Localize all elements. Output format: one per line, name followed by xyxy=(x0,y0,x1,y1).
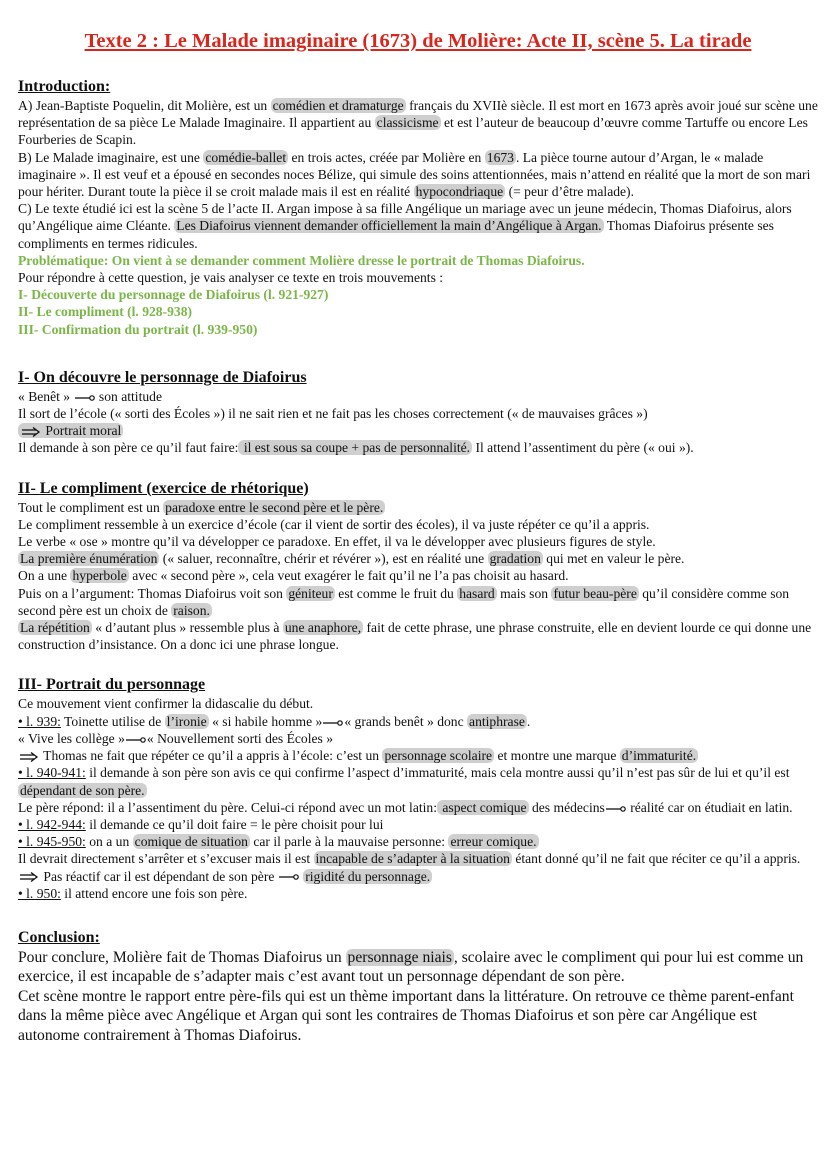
conclusion-heading: Conclusion: xyxy=(18,928,100,946)
conclusion-paragraph-2: Cet scène montre le rapport entre père-fils qui est un thème important dans la littérature. On retrouve ce thème parent-enfant dans la même pièce avec Angélique et Argan qui sont les contraires de Thomas Diafoirus et son père car Angélique est autonome contrairement à Thomas Diafoirus. xyxy=(18,987,794,1044)
part1-line-1: « Benêt » son attitude xyxy=(18,388,162,404)
part2-line-2: Le compliment ressemble à un exercice d’école (car il vient de sortir des écoles), il va juste répéter ce qu’il a appris. xyxy=(18,516,650,532)
plan-item-3: III- Confirmation du portrait (l. 939-950) xyxy=(18,321,258,337)
intro-heading: Introduction: xyxy=(18,78,111,95)
part3-line-1: Ce mouvement vient confirmer la didascalie du début. xyxy=(18,696,314,712)
plan-item-2: II- Le compliment (l. 928-938) xyxy=(18,304,193,320)
arrow-right-icon xyxy=(125,735,147,745)
part3-line-9: Il devrait directement s’arrêter et s’excuser mais il est incapable de s’adapter à la situation étant donné qu’il ne fait que réciter ce qu’il a appris. xyxy=(18,851,801,867)
part3-line-5: • l. 940-941: il demande à son père son avis ce qui confirme l’aspect d’immaturité, mais cela montre aussi qu’il n’est pas sûr de lui et qu’il est dépendant de son père. xyxy=(18,765,790,798)
part1-heading: I- On découvre le personnage de Diafoirus xyxy=(18,368,307,386)
part2-heading: II- Le compliment (exercice de rhétorique) xyxy=(18,479,309,497)
page-title: Texte 2 : Le Malade imaginaire (1673) de Molière: Acte II, scène 5. La tirade xyxy=(84,30,752,52)
part2-line-1: Tout le compliment est un paradoxe entre le second père et le père. xyxy=(18,499,384,515)
part2-line-4: La première énumération (« saluer, reconnaître, chérir et révérer »), est en réalité une gradation qui met en valeur le père. xyxy=(20,551,685,567)
part3-line-10: Pas réactif car il est dépendant de son père rigidité du personnage. xyxy=(18,868,818,885)
arrow-right-icon xyxy=(278,872,300,882)
part2-line-3: Le verbe « ose » montre qu’il va développer ce paradoxe. En effet, il va le développer avec plusieurs figures de style. xyxy=(18,534,656,550)
part2-line-7: La répétition « d’autant plus » ressemble plus à une anaphore, fait de cette phrase, une phrase construite, elle en devient lourde ce qui donne une construction d’insistance. On a donc ici une phrase longue. xyxy=(18,620,812,653)
part3-line-7: • l. 942-944: il demande ce qu’il doit faire = le père choisit pour lui xyxy=(18,816,384,832)
part2-line-6: Puis on a l’argument: Thomas Diafoirus voit son géniteur est comme le fruit du hasard mais son futur beau-père qu’il considère comme son second père est un choix de raison. xyxy=(18,585,790,618)
part2-line-5: On a une hyperbole avec « second père », cela veut exagérer le fait qu’il ne l’a pas choisit au hasard. xyxy=(18,568,569,584)
implies-arrow-icon xyxy=(18,752,40,762)
part1-line-2: Il sort de l’école (« sorti des Écoles ») il ne sait rien et ne fait pas les choses correctement (« de mauvaises grâces ») xyxy=(18,406,648,422)
part3-line-3: « Vive les collège » « Nouvellement sorti des Écoles » xyxy=(18,730,334,746)
arrow-right-icon xyxy=(322,718,344,728)
intro-paragraph-b: B) Le Malade imaginaire, est une comédie-ballet en trois actes, créée par Molière en 1673 . La pièce tourne autour d’Argan, le « malade imaginaire ». Il est veuf et a épousé en secondes noces Bélize, qui simule des soins attentionnées, mais n’attend en réalité que la mort de son mari pour hériter. Durant toute la pièce il se croit malade mais il est en réalité hypocondriaque (= peur d’être malade). xyxy=(18,149,811,200)
part3-heading: III- Portrait du personnage xyxy=(18,676,206,694)
part3-line-4: Thomas ne fait que répéter ce qu’il a appris à l’école: c’est un personnage scolaire et montre une marque d’immaturité. xyxy=(18,747,818,764)
part3-line-2: • l. 939: Toinette utilise de l’ironie « si habile homme » « grands benêt » donc antiphrase . xyxy=(18,713,531,729)
part1-line-3: Portrait moral xyxy=(18,422,818,439)
document-body xyxy=(18,77,818,1045)
part3-line-8: • l. 945-950: on a un comique de situation car il parle à la mauvaise personne: erreur comique. xyxy=(18,834,537,850)
part3-line-6: Le père répond: il a l’assentiment du père. Celui-ci répond avec un mot latin: aspect comique des médecins réalité car on étudiait en latin. xyxy=(18,799,793,815)
plan-item-1: I- Découverte du personnage de Diafoirus (l. 921-927) xyxy=(18,287,329,303)
document-page xyxy=(18,30,818,1045)
problematique: Problématique: On vient à se demander comment Molière dresse le portrait de Thomas Diafoirus. xyxy=(18,252,585,268)
implies-arrow-icon xyxy=(20,427,42,437)
plan-intro: Pour répondre à cette question, je vais analyser ce texte en trois mouvements : xyxy=(18,270,444,286)
conclusion-paragraph-1: Pour conclure, Molière fait de Thomas Diafoirus un personnage niais , scolaire avec le compliment qui pour lui est comme un exercice, il est incapable de s’adapter mais c’est avant tout un personnage dépendant de son père. xyxy=(18,948,804,986)
part3-line-11: • l. 950: il attend encore une fois son père. xyxy=(18,885,248,901)
part1-line-4: Il demande à son père ce qu’il faut faire: il est sous sa coupe + pas de personnalité. Il attend l’assentiment du père (« oui »). xyxy=(18,440,694,456)
implies-arrow-icon xyxy=(18,872,40,882)
arrow-right-icon xyxy=(74,393,96,403)
intro-paragraph-c: C) Le texte étudié ici est la scène 5 de l’acte II. Argan impose à sa fille Angélique un mariage avec un jeune médecin, Thomas Diafoirus, alors qu’Angélique aime Cléante. Les Diafoirus viennent demander officiellement la main d’Angélique à Argan. Thomas Diafoirus présente ses compliments en termes ridicules. xyxy=(18,201,792,251)
arrow-right-icon xyxy=(605,804,627,814)
intro-paragraph-a: A) Jean-Baptiste Poquelin, dit Molière, est un comédien et dramaturge français du XVIIè siècle. Il est mort en 1673 après avoir joué sur scène une représentation de sa pièce Le Malade Imaginaire. Il appartient au classicisme et est l’auteur de beaucoup d’œuvre comme Tartuffe ou encore Les Fourberies de Scapin. xyxy=(18,98,818,148)
